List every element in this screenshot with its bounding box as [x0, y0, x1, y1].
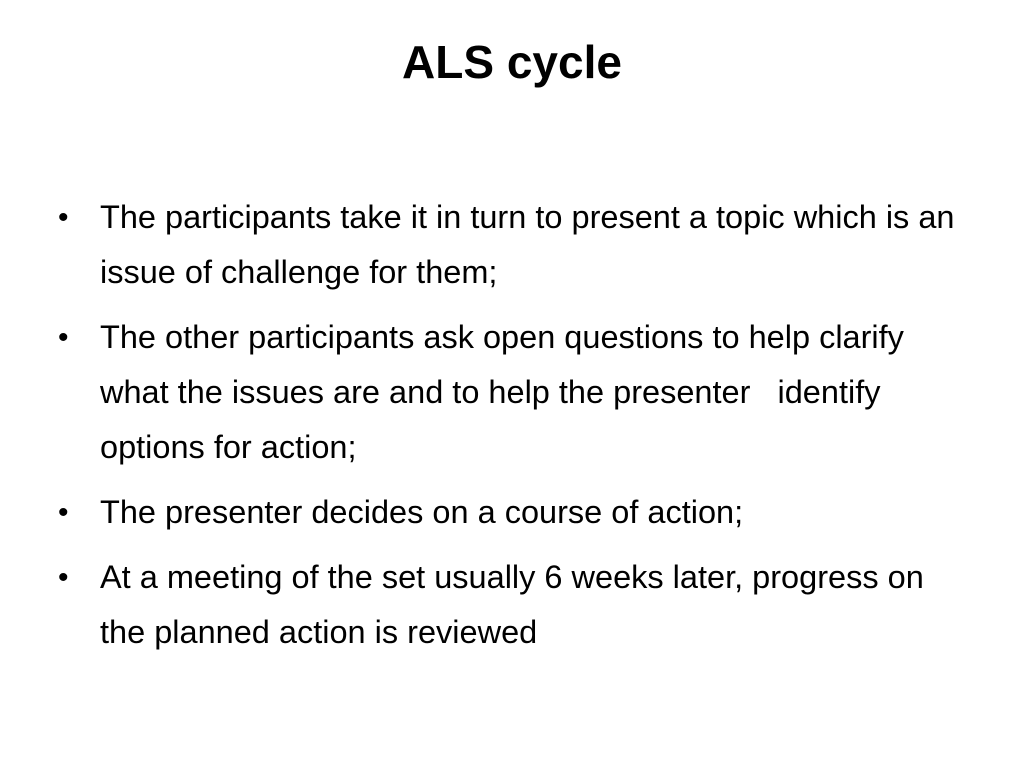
bullet-item-course-of-action: [58, 485, 958, 540]
bullet-icon: •: [58, 321, 69, 354]
bullet-item-progress-review: [58, 550, 958, 660]
bullet-item-open-questions: [58, 310, 958, 475]
bullet-text: The participants take it in turn to present a topic which is an issue of challenge for them;: [100, 199, 964, 290]
bullet-text: At a meeting of the set usually 6 weeks later, progress on the planned action is reviewed: [100, 559, 933, 650]
bullet-text: The other participants ask open questions to help clarify what the issues are and to help the presenter identify options for action;: [100, 319, 913, 465]
bullet-list: [58, 190, 964, 670]
bullet-text: The presenter decides on a course of action;: [100, 494, 744, 530]
bullet-icon: •: [58, 496, 69, 529]
bullet-item-participants-present: [58, 190, 964, 300]
slide-title: ALS cycle: [402, 36, 622, 88]
bullet-icon: •: [58, 561, 69, 594]
bullet-icon: •: [58, 201, 69, 234]
